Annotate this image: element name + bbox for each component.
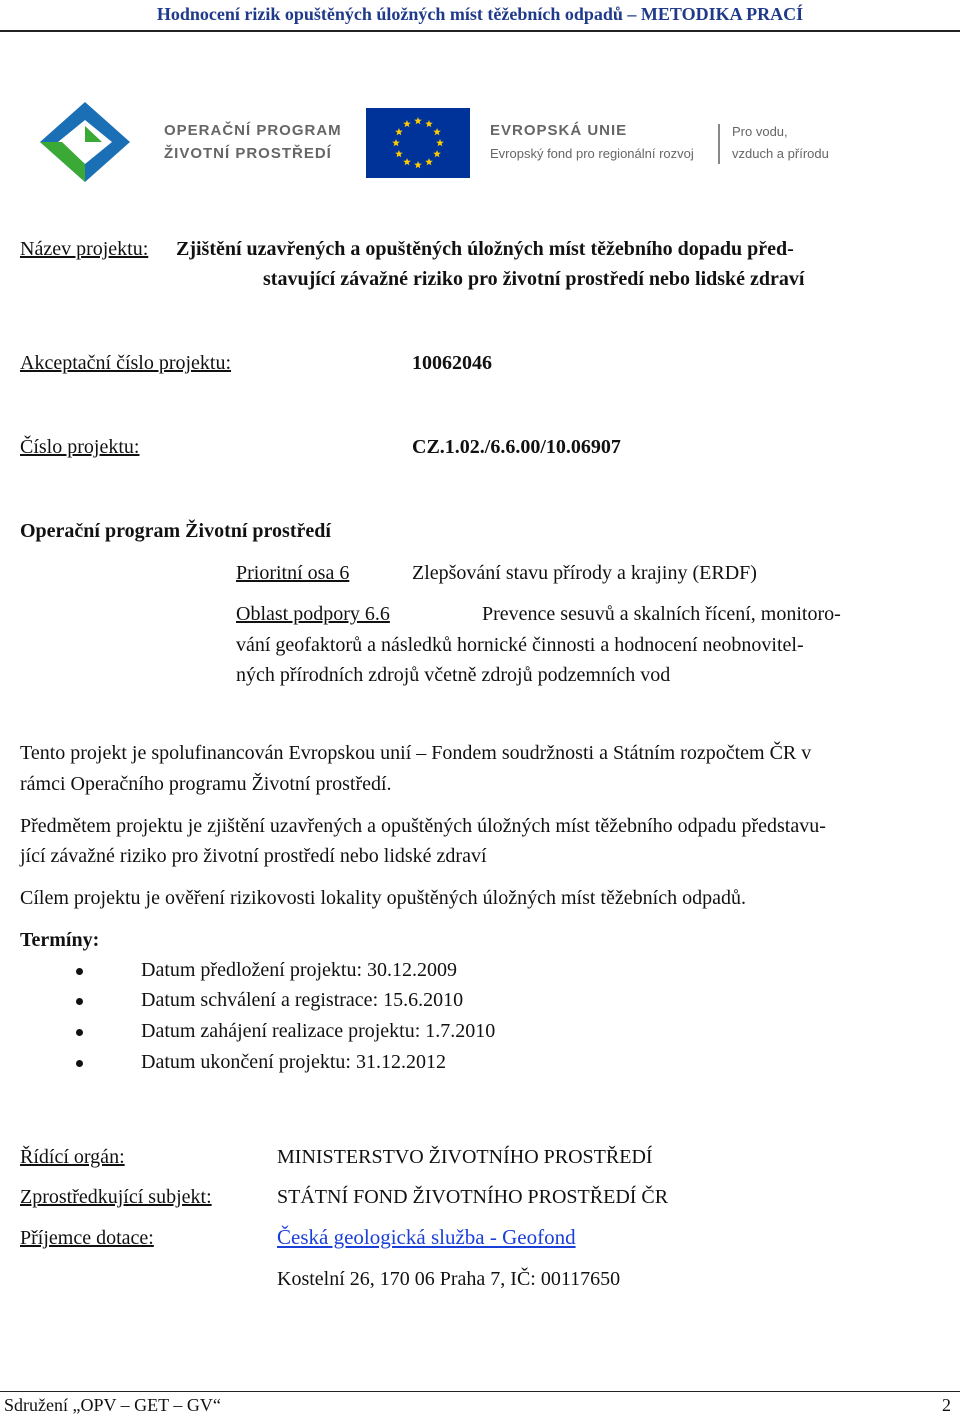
terms-heading: Termíny: bbox=[20, 929, 100, 951]
bullet-icon bbox=[76, 1060, 83, 1067]
support-area-line2: vání geofaktorů a následků hornické činnosti a hodnocení neobnovitel- bbox=[236, 634, 804, 656]
footer-association: Sdružení „OPV – GET – GV“ bbox=[4, 1395, 221, 1415]
recipient-label: Příjemce dotace: bbox=[20, 1227, 154, 1249]
slogan-line1: Pro vodu, bbox=[732, 124, 788, 139]
acceptance-label: Akceptační číslo projektu: bbox=[20, 352, 232, 374]
support-area-line3: ných přírodních zdrojů včetně zdrojů podzemních vod bbox=[236, 664, 671, 686]
support-area-label: Oblast podpory 6.6 bbox=[236, 603, 390, 625]
subject-line2: jící závažné riziko pro životní prostředí nebo lidské zdraví bbox=[20, 845, 487, 867]
goal-paragraph: Cílem projektu je ověření rizikovosti lokality opuštěných úložných míst těžebních odpadů. bbox=[20, 887, 746, 909]
slogan-line2: vzduch a přírodu bbox=[732, 146, 829, 161]
managing-authority-label: Řídící orgán: bbox=[20, 1146, 125, 1168]
eu-logo-line2: Evropský fond pro regionální rozvoj bbox=[490, 146, 694, 161]
subject-line1: Předmětem projektu je zjištění uzavřených a opuštěných úložných míst těžebního odpadu představu- bbox=[20, 815, 826, 837]
intermediary-value: STÁTNÍ FOND ŽIVOTNÍHO PROSTŘEDÍ ČR bbox=[277, 1186, 669, 1208]
priority-axis-label: Prioritní osa 6 bbox=[236, 562, 350, 584]
page-number: 2 bbox=[942, 1395, 951, 1415]
term-item: Datum ukončení projektu: 31.12.2012 bbox=[141, 1051, 446, 1073]
project-number-label: Číslo projektu: bbox=[20, 436, 140, 458]
managing-authority-value: MINISTERSTVO ŽIVOTNÍHO PROSTŘEDÍ bbox=[277, 1146, 653, 1168]
opzp-logo-line2: ŽIVOTNÍ PROSTŘEDÍ bbox=[164, 145, 332, 162]
header-rule bbox=[0, 30, 960, 32]
project-name-label: Název projektu: bbox=[20, 238, 149, 260]
acceptance-value: 10062046 bbox=[412, 352, 492, 374]
project-name-line2: stavující závažné riziko pro životní prostředí nebo lidské zdraví bbox=[263, 268, 805, 290]
eu-logo-line1: EVROPSKÁ UNIE bbox=[490, 122, 628, 139]
opzp-logo-line1: OPERAČNÍ PROGRAM bbox=[164, 122, 342, 139]
logo-divider bbox=[718, 124, 720, 164]
project-name-line1: Zjištění uzavřených a opuštěných úložných míst těžebního dopadu před- bbox=[176, 238, 794, 260]
footer-rule bbox=[0, 1391, 960, 1392]
running-header-title: Hodnocení rizik opuštěných úložných míst těžebních odpadů – METODIKA PRACÍ bbox=[156, 4, 804, 24]
project-number-value: CZ.1.02./6.6.00/10.06907 bbox=[412, 436, 621, 458]
term-item: Datum zahájení realizace projektu: 1.7.2010 bbox=[141, 1020, 496, 1042]
bullet-icon bbox=[76, 1029, 83, 1036]
bullet-icon bbox=[76, 998, 83, 1005]
program-title: Operační program Životní prostředí bbox=[20, 520, 331, 542]
opzp-logo-icon bbox=[36, 98, 134, 186]
priority-axis-value: Zlepšování stavu přírody a krajiny (ERDF) bbox=[412, 562, 757, 584]
recipient-address: Kostelní 26, 170 06 Praha 7, IČ: 00117650 bbox=[277, 1268, 621, 1290]
cofinancing-line1: Tento projekt je spolufinancován Evropskou unií – Fondem soudržnosti a Státním rozpočtem ČR v bbox=[20, 742, 812, 764]
term-item: Datum schválení a registrace: 15.6.2010 bbox=[141, 989, 464, 1011]
cofinancing-line2: rámci Operačního programu Životní prostředí. bbox=[20, 773, 392, 795]
term-item: Datum předložení projektu: 30.12.2009 bbox=[141, 959, 458, 981]
bullet-icon bbox=[76, 968, 83, 975]
intermediary-label: Zprostředkující subjekt: bbox=[20, 1186, 212, 1208]
eu-flag-icon bbox=[366, 108, 470, 178]
support-area-line1: Prevence sesuvů a skalních řícení, monitoro- bbox=[482, 603, 841, 625]
recipient-link[interactable]: Česká geologická služba - Geofond bbox=[277, 1225, 576, 1249]
